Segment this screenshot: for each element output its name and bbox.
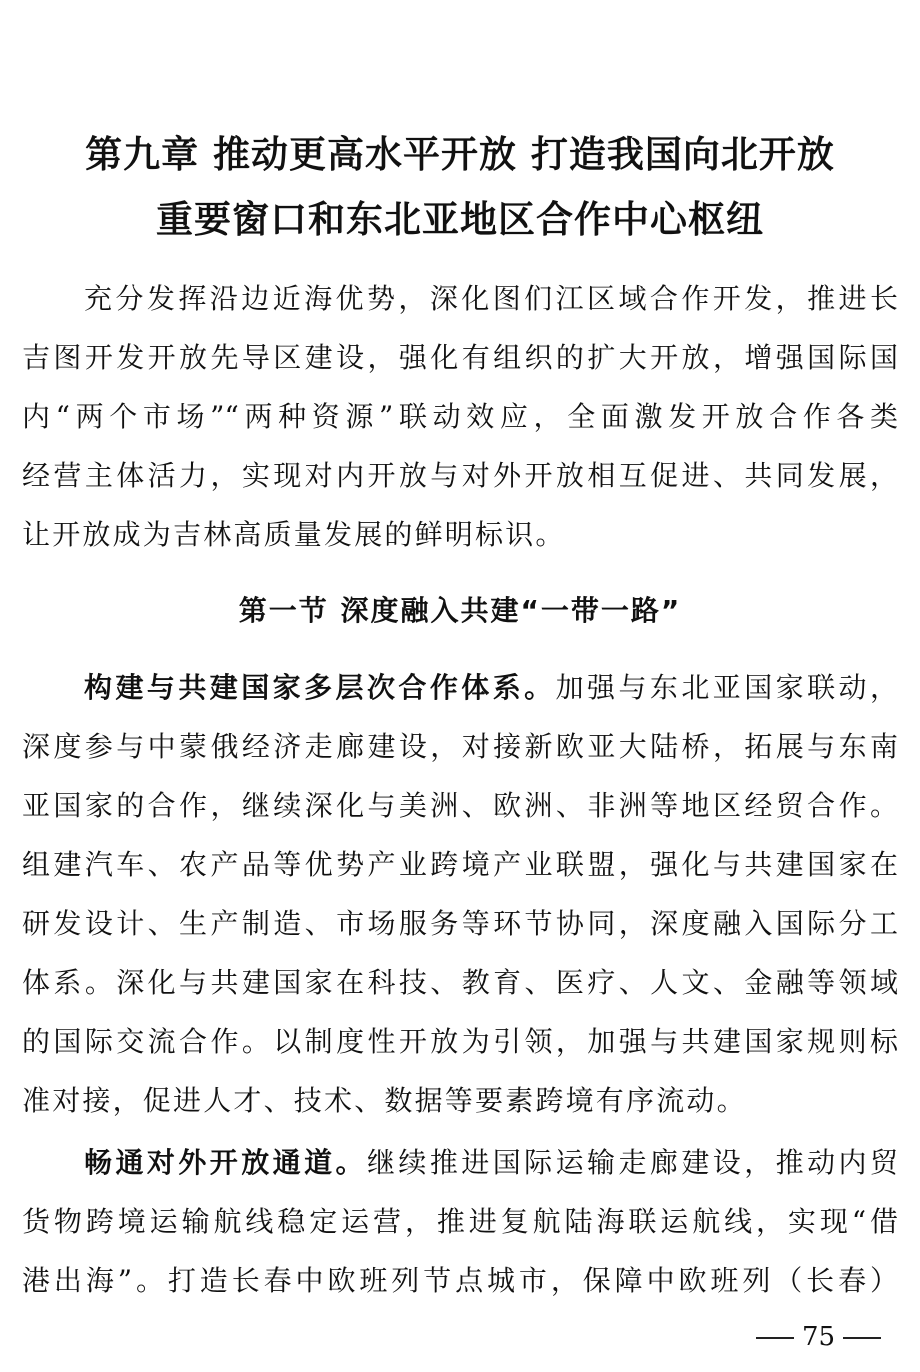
paragraph-lead-heading: 构建与共建国家多层次合作体系。 bbox=[84, 671, 556, 704]
paragraph-line: 准对接，促进人才、技术、数据等要素跨境有序流动。 bbox=[22, 1084, 747, 1117]
intro-line: 充分发挥沿边近海优势，深化图们江区域合作开发，推进长 bbox=[84, 282, 898, 315]
section-title: 第一节 深度融入共建“一带一路” bbox=[238, 594, 682, 627]
paragraph-line: 深度参与中蒙俄经济走廊建设，对接新欧亚大陆桥，拓展与东南 bbox=[22, 730, 898, 763]
intro-line: 让开放成为吉林高质量发展的鲜明标识。 bbox=[22, 518, 566, 551]
page-number: 75 bbox=[802, 1322, 836, 1352]
paragraph-line: 货物跨境运输航线稳定运营，推进复航陆海联运航线，实现“借 bbox=[22, 1205, 898, 1238]
paragraph-first-line bbox=[84, 668, 898, 708]
footer-dash-right bbox=[843, 1337, 881, 1339]
intro-line: 吉图开发开放先导区建设，强化有组织的扩大开放，增强国际国 bbox=[22, 341, 898, 374]
paragraph-line: 组建汽车、农产品等优势产业跨境产业联盟，强化与共建国家在 bbox=[22, 848, 898, 881]
page-footer bbox=[748, 1322, 878, 1352]
intro-line: 经营主体活力，实现对内开放与对外开放相互促进、共同发展， bbox=[22, 459, 898, 492]
chapter-title-line-2: 重要窗口和东北亚地区合作中心枢纽 bbox=[156, 197, 764, 241]
paragraph-text: 加强与东北亚国家联动， bbox=[555, 671, 898, 704]
paragraph-line: 港出海”。打造长春中欧班列节点城市，保障中欧班列（长春） bbox=[22, 1264, 898, 1297]
paragraph-line: 研发设计、生产制造、市场服务等环节协同，深度融入国际分工 bbox=[22, 907, 898, 940]
footer-dash-left bbox=[756, 1337, 794, 1339]
paragraph-line: 体系。深化与共建国家在科技、教育、医疗、人文、金融等领域 bbox=[22, 966, 898, 999]
paragraph-line: 的国际交流合作。以制度性开放为引领，加强与共建国家规则标 bbox=[22, 1025, 898, 1058]
intro-line: 内“两个市场”“两种资源”联动效应，全面激发开放合作各类 bbox=[22, 400, 898, 433]
paragraph-line: 亚国家的合作，继续深化与美洲、欧洲、非洲等地区经贸合作。 bbox=[22, 789, 898, 822]
paragraph-lead-heading: 畅通对外开放通道。 bbox=[84, 1146, 367, 1179]
paragraph-text: 继续推进国际运输走廊建设，推动内贸 bbox=[366, 1146, 898, 1179]
paragraph-first-line bbox=[84, 1143, 898, 1183]
chapter-title-line-1: 第九章 推动更高水平开放 打造我国向北开放 bbox=[85, 132, 835, 176]
